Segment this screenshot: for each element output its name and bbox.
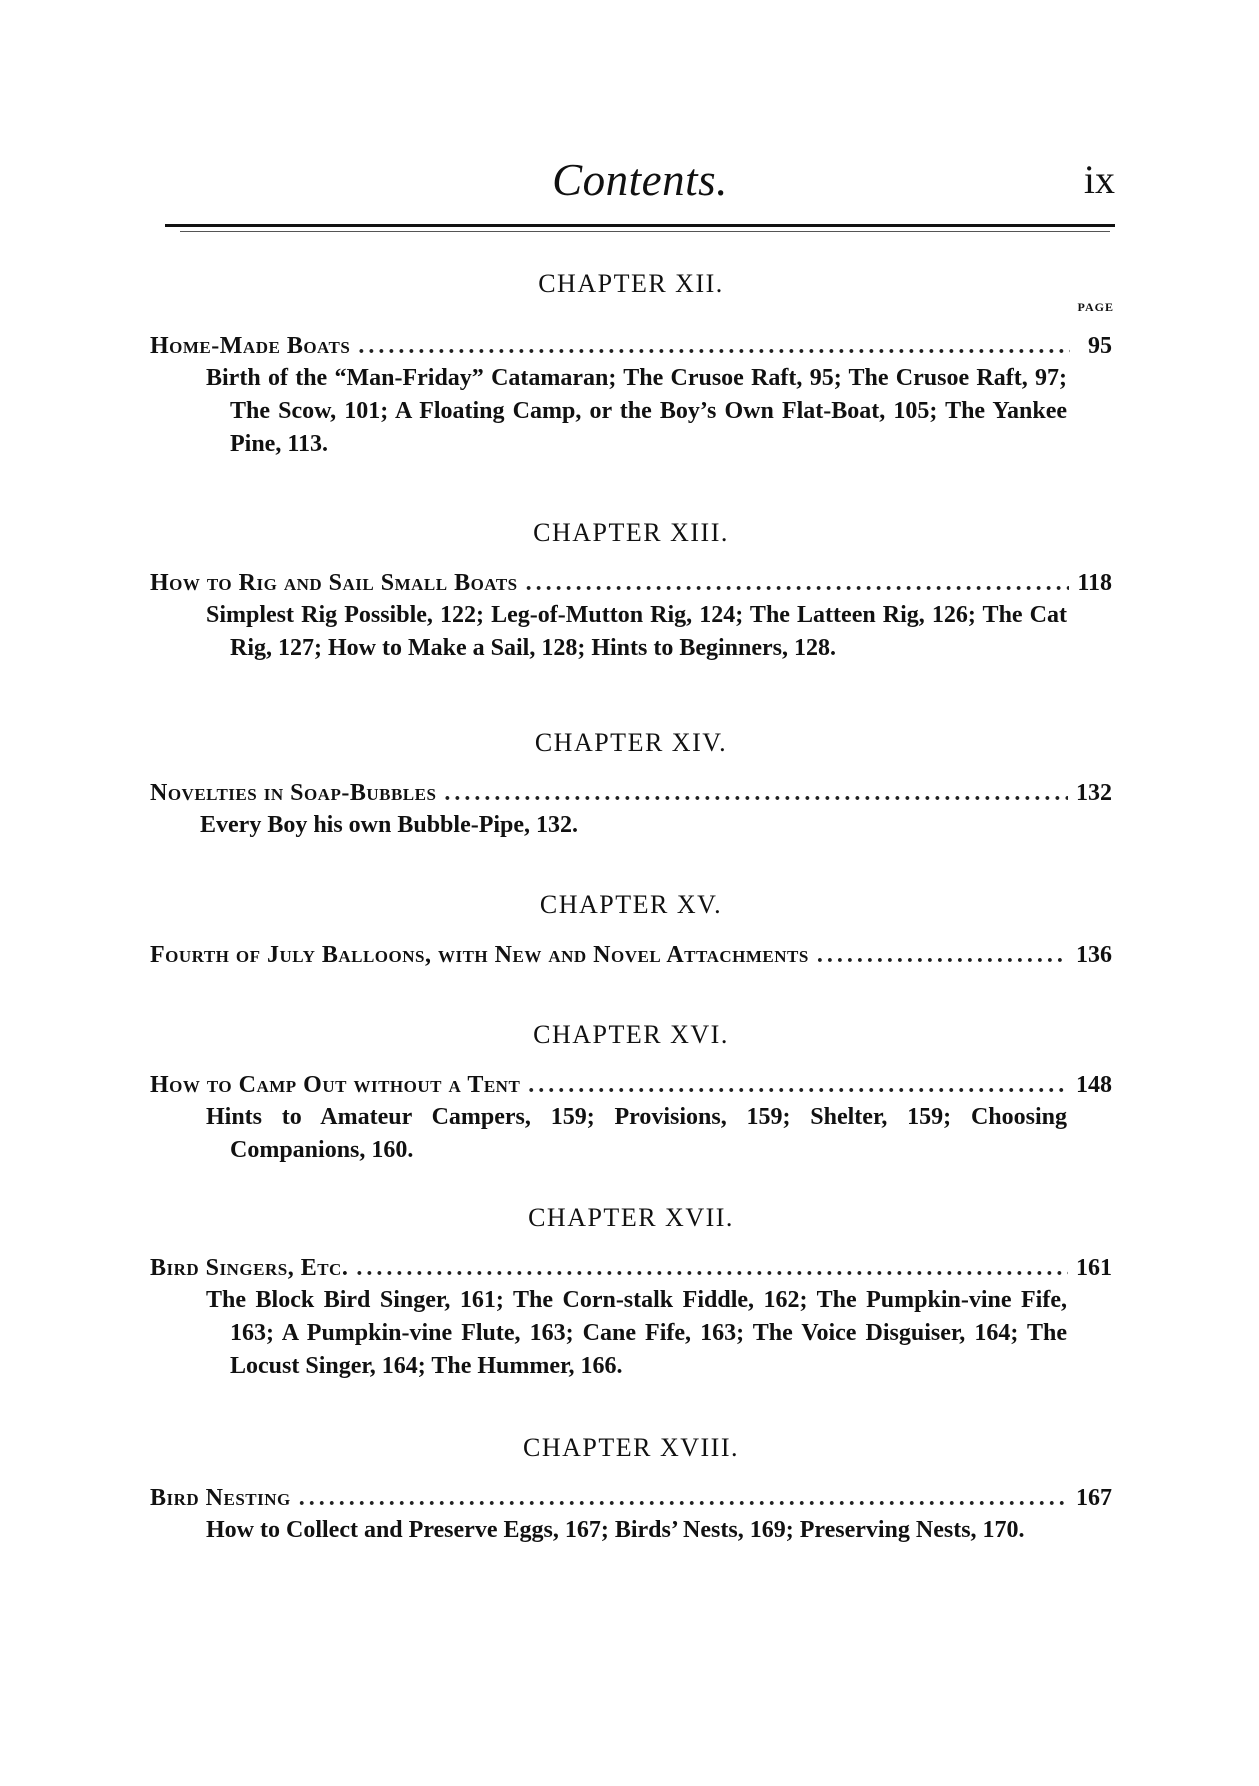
chapter-xiv <box>150 727 1112 842</box>
chapter-heading: CHAPTER XIV. <box>534 728 728 757</box>
entry-title: Home-Made Boats <box>150 333 351 359</box>
entry-summary-text: Simplest Rig Possible, 122; Leg-of-Mutton Rig, 124; The Latteen Rig, 126; The Cat Rig, 127; How to Make a Sail, 128; Hints to Beginners, 128. <box>206 602 1067 661</box>
entry-summary <box>206 1514 1067 1547</box>
entry-title: Bird Nesting <box>150 1485 291 1511</box>
entry-summary-text: Birth of the “Man-Friday” Catamaran; The Crusoe Raft, 95; The Crusoe Raft, 97; The Scow, 101; A Floating Camp, or the Boy’s Own Flat-Boat, 105; The Yankee Pine, 113. <box>206 365 1067 457</box>
chapter-xviii <box>150 1432 1112 1547</box>
chapter-xvi <box>150 1019 1112 1167</box>
chapter-heading: CHAPTER XV. <box>539 890 723 919</box>
entry-summary-text: Every Boy his own Bubble-Pipe, 132. <box>200 812 579 838</box>
toc-entry <box>150 330 1112 362</box>
entry-summary <box>200 809 1067 842</box>
chapter-xiii <box>150 517 1112 665</box>
chapter-heading: CHAPTER XVIII. <box>523 1433 739 1462</box>
dot-leader <box>528 1069 1068 1101</box>
entry-summary-text: How to Collect and Preserve Eggs, 167; Birds’ Nests, 169; Preserving Nests, 170. <box>206 1517 1025 1543</box>
header-rule-thin <box>180 231 1110 232</box>
entry-title: Fourth of July Balloons, with New and Novel Attachments <box>150 942 809 968</box>
toc-entry <box>150 1482 1112 1514</box>
toc-entry <box>150 777 1112 809</box>
chapter-heading: CHAPTER XVI. <box>533 1020 729 1049</box>
dot-leader <box>358 330 1070 362</box>
page-number: ix <box>1083 157 1115 202</box>
toc-entry <box>150 1252 1112 1284</box>
entry-title: Novelties in Soap-Bubbles <box>150 780 437 806</box>
entry-page: 167 <box>1076 1485 1112 1511</box>
entry-summary <box>206 1101 1067 1167</box>
entry-page: 118 <box>1077 570 1112 596</box>
chapter-heading: CHAPTER XII. <box>538 269 724 298</box>
header-rule <box>165 224 1115 227</box>
entry-summary <box>206 362 1067 461</box>
entry-title: Bird Singers, Etc. <box>150 1255 349 1281</box>
dot-leader <box>526 567 1070 599</box>
chapter-xvii <box>150 1202 1112 1383</box>
dot-leader <box>444 777 1068 809</box>
entry-summary-text: Hints to Amateur Campers, 159; Provisions, 159; Shelter, 159; Choosing Companions, 160. <box>206 1104 1067 1163</box>
running-head <box>165 150 1115 210</box>
entry-page: 136 <box>1076 942 1112 968</box>
entry-title: How to Rig and Sail Small Boats <box>150 570 518 596</box>
dot-leader <box>299 1482 1068 1514</box>
chapter-xii <box>150 268 1112 461</box>
entry-summary <box>206 599 1067 665</box>
page-column-label: PAGE <box>1077 300 1114 314</box>
toc-entry <box>150 939 1112 971</box>
chapter-xv <box>150 889 1112 971</box>
dot-leader <box>356 1252 1068 1284</box>
running-title: Contents. <box>552 155 728 205</box>
toc-entry <box>150 1069 1112 1101</box>
entry-page: 148 <box>1076 1072 1112 1098</box>
toc-entry <box>150 567 1112 599</box>
entry-title: How to Camp Out without a Tent <box>150 1072 521 1098</box>
entry-page: 95 <box>1088 333 1112 359</box>
dot-leader <box>817 939 1068 971</box>
chapter-heading: CHAPTER XIII. <box>533 518 729 547</box>
entry-summary <box>206 1284 1067 1383</box>
chapter-heading: CHAPTER XVII. <box>528 1203 734 1232</box>
entry-summary-text: The Block Bird Singer, 161; The Corn-stalk Fiddle, 162; The Pumpkin-vine Fife, 163; A Pumpkin-vine Flute, 163; Cane Fife, 163; The Voice Disguiser, 164; The Locust Singer, 164; The Hummer, 166. <box>206 1287 1067 1379</box>
entry-page: 132 <box>1076 780 1112 806</box>
entry-page: 161 <box>1076 1255 1112 1281</box>
